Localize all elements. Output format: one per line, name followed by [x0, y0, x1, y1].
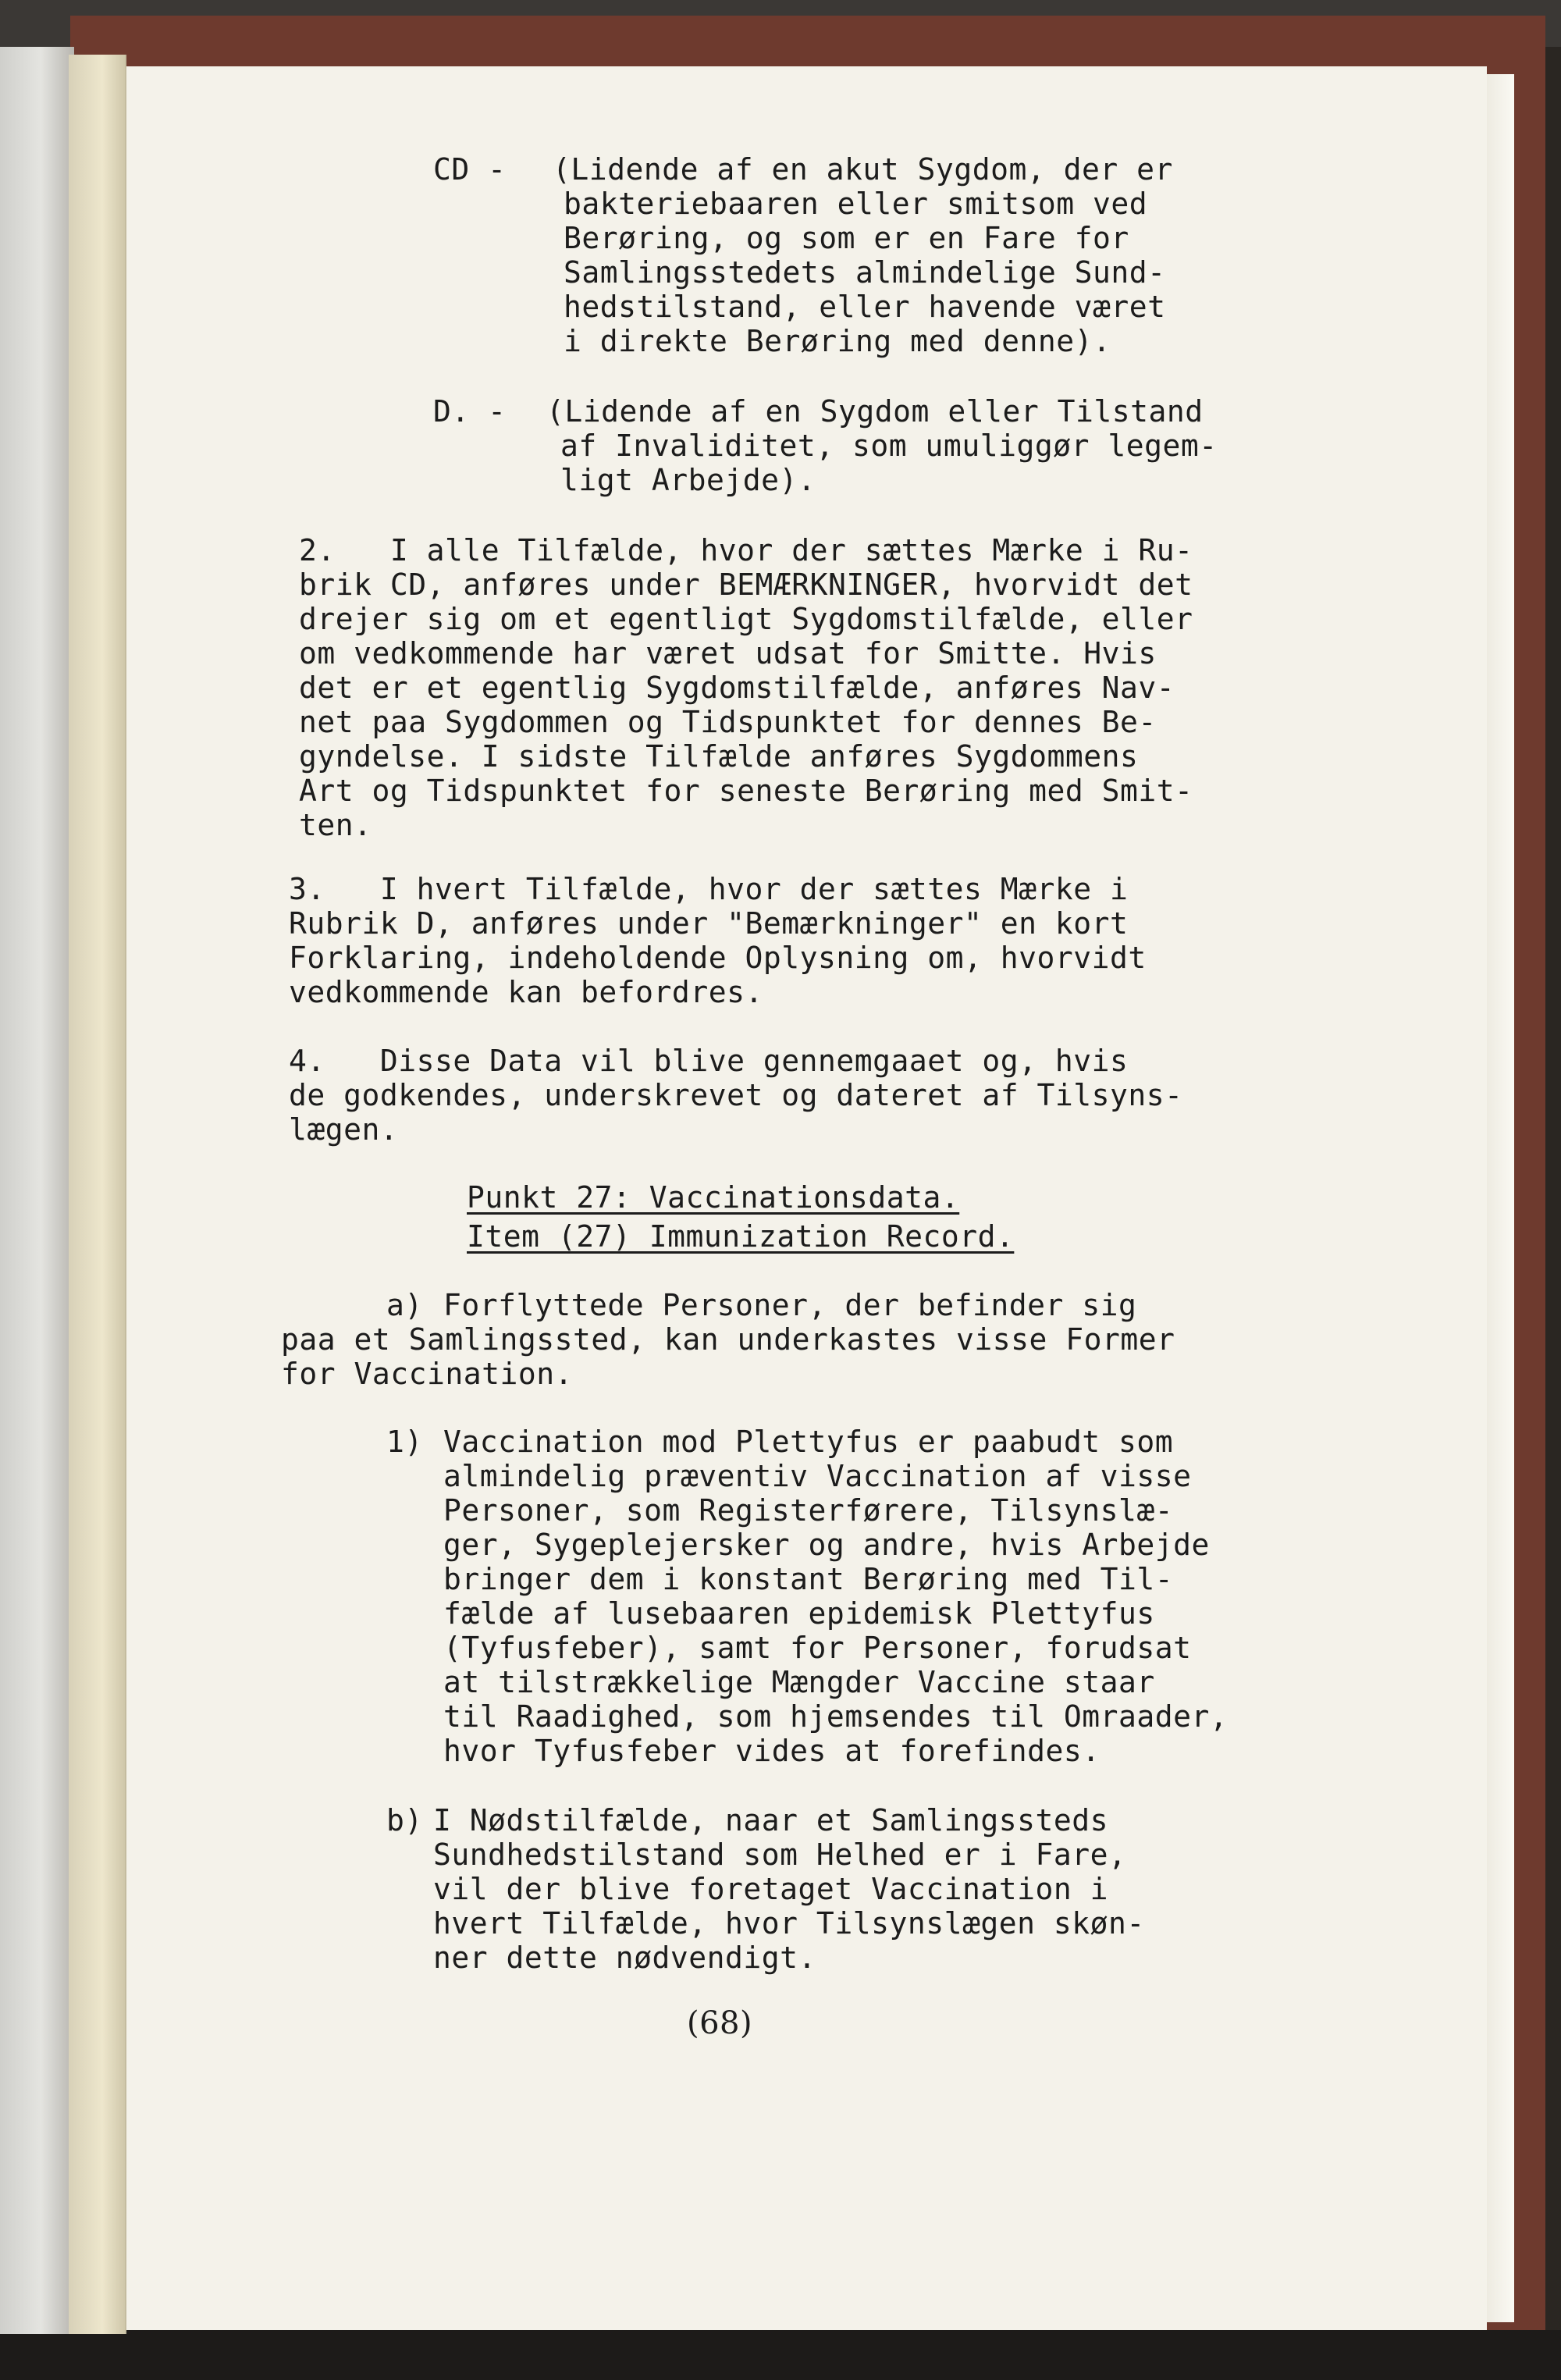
background-bottom [0, 2330, 1561, 2380]
d-line: af Invaliditet, som umuliggør legem- [560, 429, 1218, 463]
para2-line: drejer sig om et egentligt Sygdomstilfælde, eller [299, 602, 1193, 636]
para2-line: brik CD, anføres under BEMÆRKNINGER, hvorvidt det [299, 567, 1193, 602]
item-b-line: Sundhedstilstand som Helhed er i Fare, [433, 1837, 1127, 1872]
para2-line: ten. [299, 808, 372, 842]
cd-line: Samlingsstedets almindelige Sund- [564, 255, 1166, 290]
cd-line: hedstilstand, eller havende været [564, 290, 1166, 324]
cd-line: Berøring, og som er en Fare for [564, 221, 1129, 255]
section-heading-danish: Punkt 27: Vaccinationsdata. [467, 1180, 960, 1215]
para4-line: lægen. [289, 1112, 399, 1147]
item-1-line: almindelig præventiv Vaccination af visse [443, 1459, 1192, 1493]
item-label-cd: CD - [433, 152, 507, 187]
left-page-edge [0, 47, 74, 2334]
para2-line: gyndelse. I sidste Tilfælde anføres Sygdommens [299, 739, 1139, 774]
item-a-line: Forflyttede Personer, der befinder sig [443, 1288, 1137, 1322]
para3-line: Forklaring, indeholdende Oplysning om, hvorvidt [289, 941, 1147, 975]
page-number: (68) [687, 2005, 753, 2041]
para2-line: 2. I alle Tilfælde, hvor der sættes Mærke i Ru- [299, 533, 1193, 567]
para2-line: det er et egentlig Sygdomstilfælde, anføres Nav- [299, 671, 1175, 705]
item-1-line: til Raadighed, som hjemsendes til Omraader, [443, 1699, 1229, 1734]
d-line: (Lidende af en Sygdom eller Tilstand [546, 394, 1204, 429]
cd-line: (Lidende af en akut Sygdom, der er [553, 152, 1173, 187]
item-1-line: at tilstrækkelige Mængder Vaccine staar [443, 1665, 1155, 1699]
item-1-line: Vaccination mod Plettyfus er paabudt som [443, 1425, 1174, 1459]
para4-line: de godkendes, underskrevet og dateret af Tilsyns- [289, 1078, 1183, 1112]
item-label-d: D. - [433, 394, 507, 429]
cd-line: i direkte Berøring med denne). [564, 324, 1111, 358]
binding-strip [69, 55, 126, 2334]
para4-line: 4. Disse Data vil blive gennemgaaet og, hvis [289, 1044, 1129, 1078]
item-1-line: fælde af lusebaaren epidemisk Plettyfus [443, 1596, 1155, 1631]
d-line: ligt Arbejde). [560, 463, 816, 497]
cd-line: bakteriebaaren eller smitsom ved [564, 187, 1148, 221]
item-b-line: vil der blive foretaget Vaccination i [433, 1872, 1108, 1906]
para2-line: om vedkommende har været udsat for Smitte. Hvis [299, 636, 1157, 671]
item-b-line: hvert Tilfælde, hvor Tilsynslægen skøn- [433, 1906, 1145, 1941]
item-1-line: bringer dem i konstant Berøring med Til- [443, 1562, 1174, 1596]
para3-line: vedkommende kan befordres. [289, 975, 763, 1009]
item-label-a: a) [386, 1288, 423, 1322]
para2-line: Art og Tidspunktet for seneste Berøring med Smit- [299, 774, 1193, 808]
para3-line: 3. I hvert Tilfælde, hvor der sættes Mærke i [289, 872, 1129, 906]
item-1-line: (Tyfusfeber), samt for Personer, forudsat [443, 1631, 1192, 1665]
item-1-line: Personer, som Registerførere, Tilsynslæ- [443, 1493, 1174, 1528]
item-b-line: I Nødstilfælde, naar et Samlingssteds [433, 1803, 1108, 1837]
item-label-1: 1) [386, 1425, 423, 1459]
section-heading-english: Item (27) Immunization Record. [467, 1219, 1015, 1254]
para3-line: Rubrik D, anføres under "Bemærkninger" en kort [289, 906, 1129, 941]
item-a-line: for Vaccination. [281, 1357, 574, 1391]
item-1-line: hvor Tyfusfeber vides at forefindes. [443, 1734, 1101, 1768]
item-1-line: ger, Sygeplejersker og andre, hvis Arbejde [443, 1528, 1210, 1562]
item-b-line: ner dette nødvendigt. [433, 1941, 816, 1975]
item-a-line: paa et Samlingssted, kan underkastes visse Former [281, 1322, 1175, 1357]
item-label-b: b) [386, 1803, 423, 1837]
para2-line: net paa Sygdommen og Tidspunktet for dennes Be- [299, 705, 1157, 739]
